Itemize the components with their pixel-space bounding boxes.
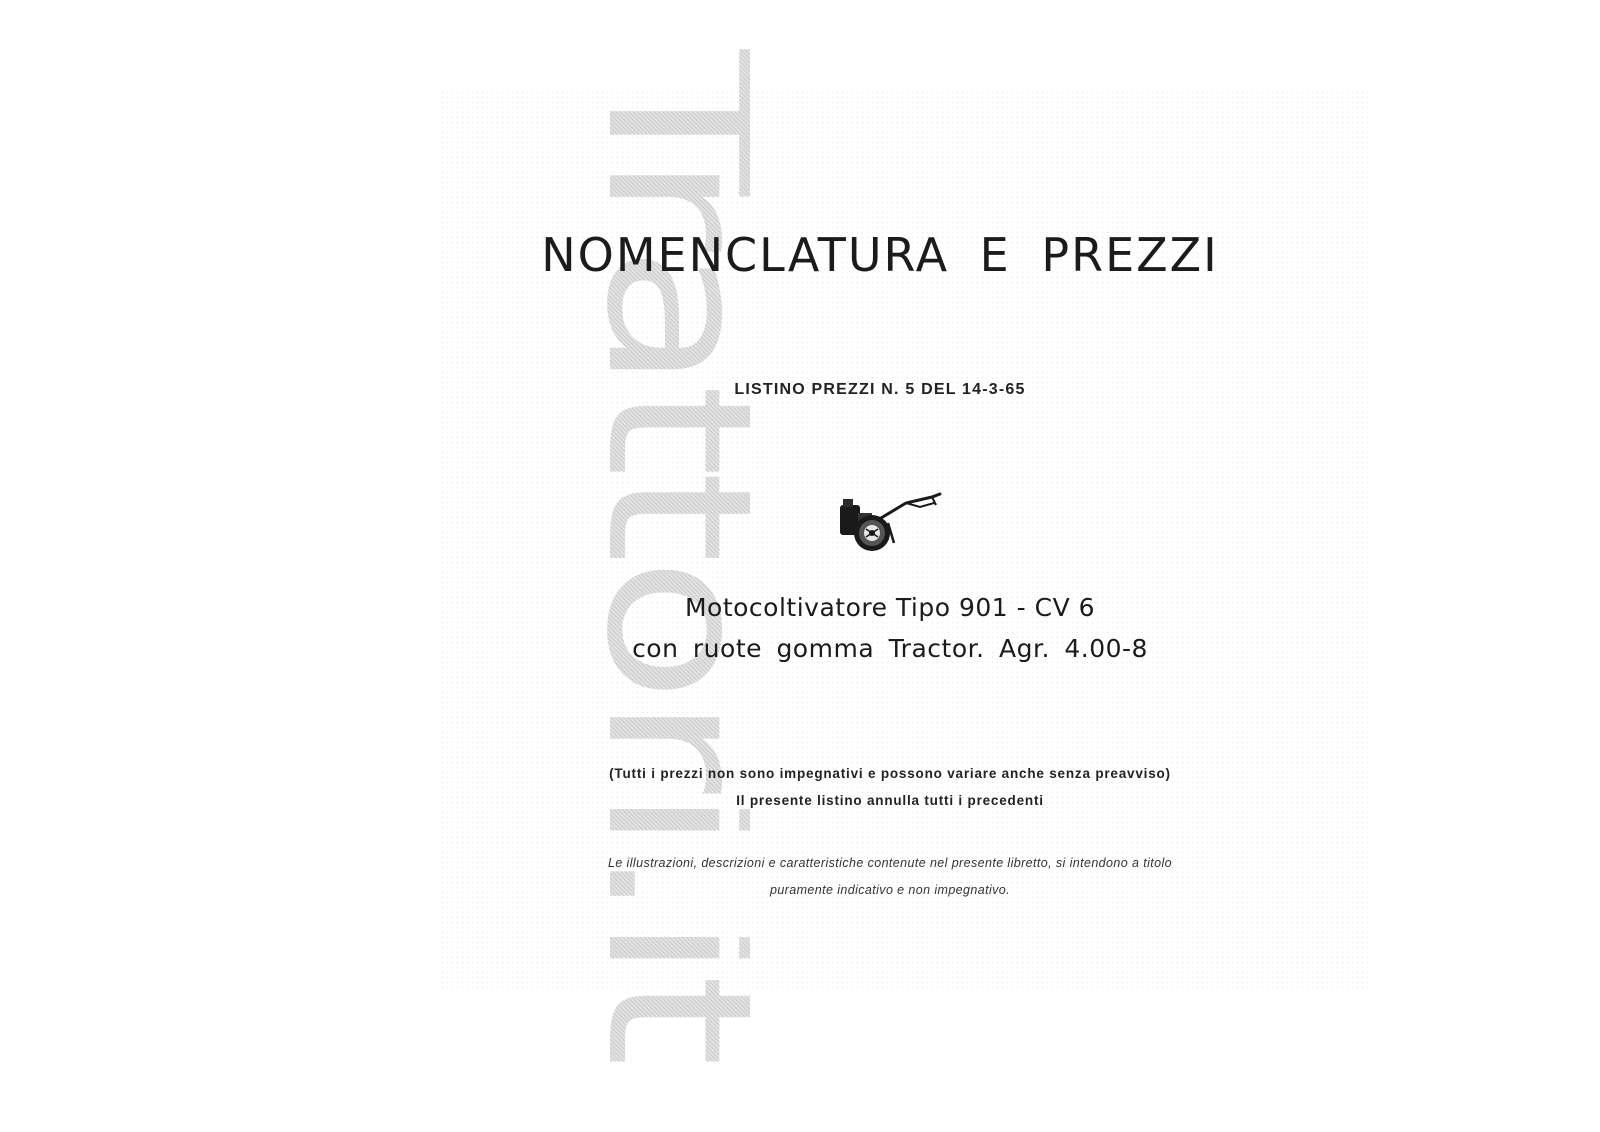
supersedes-notice: Il presente listino annulla tutti i precedenti [736, 793, 1044, 808]
disclaimer-line-2: puramente indicativo e non impegnativo. [769, 883, 1011, 897]
model-name: Motocoltivatore Tipo 901 - CV 6 [684, 593, 1096, 622]
price-notice: (Tutti i prezzi non sono impegnativi e possono variare anche senza preavviso) [609, 766, 1171, 781]
walking-tractor-icon [836, 491, 948, 557]
page-title: NOMENCLATURA E PREZZI [541, 228, 1219, 282]
disclaimer-line-1: Le illustrazioni, descrizioni e caratteristiche contenute nel presente libretto, si intendono a titolo [607, 856, 1172, 870]
model-wheels: con ruote gomma Tractor. Agr. 4.00-8 [632, 634, 1148, 663]
watermark-text: Trattori.it [600, 50, 750, 897]
price-list-number: LISTINO PREZZI N. 5 DEL 14-3-65 [734, 381, 1026, 398]
